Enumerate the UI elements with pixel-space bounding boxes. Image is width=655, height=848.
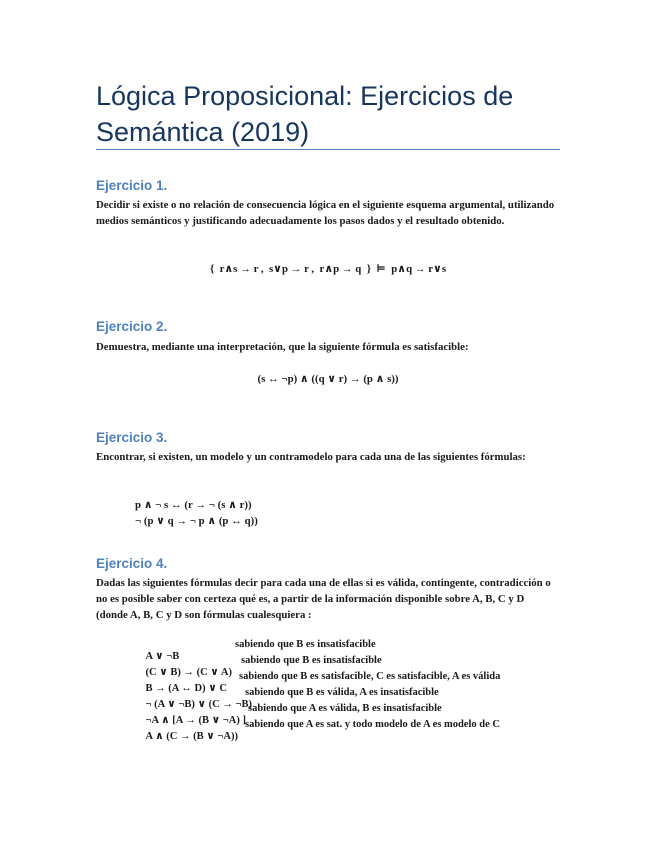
ejercicio-3-text: Encontrar, si existen, un modelo y un contramodelo para cada una de las siguientes fórmulas:: [96, 451, 526, 463]
ejercicio-1-heading: Ejercicio 1.: [96, 178, 168, 193]
page-title: Lógica Proposicional: Ejercicios de Semántica (2019): [96, 81, 514, 147]
item-condition: sabiendo que B es válida, A es insatisfacible: [245, 687, 439, 698]
item-condition: sabiendo que A es válida, B es insatisfacible: [248, 703, 442, 714]
item-condition: sabiendo que B es insatisfacible: [241, 655, 382, 666]
ejercicio-4-item: [135, 655, 382, 678]
item-condition: sabiendo que B es insatisfacible: [235, 639, 376, 650]
ejercicio-4-heading: Ejercicio 4.: [96, 556, 168, 571]
ejercicio-3-heading: Ejercicio 3.: [96, 430, 168, 445]
item-condition: sabiendo que A es sat. y todo modelo de A es modelo de C: [245, 719, 500, 730]
item-formula: B → (A ↔ D) ∨ C: [145, 683, 227, 694]
ejercicio-2-text: Demuestra, mediante una interpretación, que la siguiente fórmula es satisfacible:: [96, 341, 469, 353]
item-formula: (C ∨ B) → (C ∨ A): [145, 667, 232, 678]
item-formula: ¬ (A ∨ ¬B) ∨ (C → ¬B): [145, 699, 252, 710]
item-formula: A ∨ ¬B: [145, 651, 180, 662]
item-condition: sabiendo que B es satisfacible, C es satisfacible, A es válida: [239, 671, 501, 682]
title-divider: [96, 149, 560, 150]
ejercicio-4-item: [135, 703, 442, 726]
item-formula: A ∧ (C → (B ∨ ¬A)): [145, 731, 238, 742]
ejercicio-1-formula: { r∧s → r , s∨p → r , r∧p → q } ⊨ p∧q → r∨s: [209, 263, 447, 275]
ejercicio-4-text: Dadas las siguientes fórmulas decir para cada una de ellas si es válida, contingente, contradicción o no es posible saber con certeza qué es, a partir de la información disponible sobre A, B, C y D (donde A, B, C y D son fórmulas cualesquiera :: [96, 577, 551, 621]
ejercicio-2-formula: (s ↔ ¬p) ∧ ((q ∨ r) → (p ∧ s)): [257, 373, 399, 385]
ejercicio-4-item: [135, 719, 500, 742]
ejercicio-1-text: Decidir si existe o no relación de consecuencia lógica en el siguiente esquema argumental, utilizando medios semánticos y justificando adecuadamente los pasos dados y el resultado obtenido.: [96, 199, 555, 227]
ejercicio-2-heading: Ejercicio 2.: [96, 319, 168, 334]
ejercicio-4-item: [135, 639, 376, 662]
ejercicio-3-formula-2: ¬ (p ∨ q → ¬ p ∧ (p ↔ q)): [135, 515, 258, 527]
ejercicio-3-formula-1: p ∧ ¬ s ↔ (r → ¬ (s ∧ r)): [135, 499, 252, 511]
item-formula: ¬A ∧ [A → (B ∨ ¬A) ]: [145, 715, 246, 726]
